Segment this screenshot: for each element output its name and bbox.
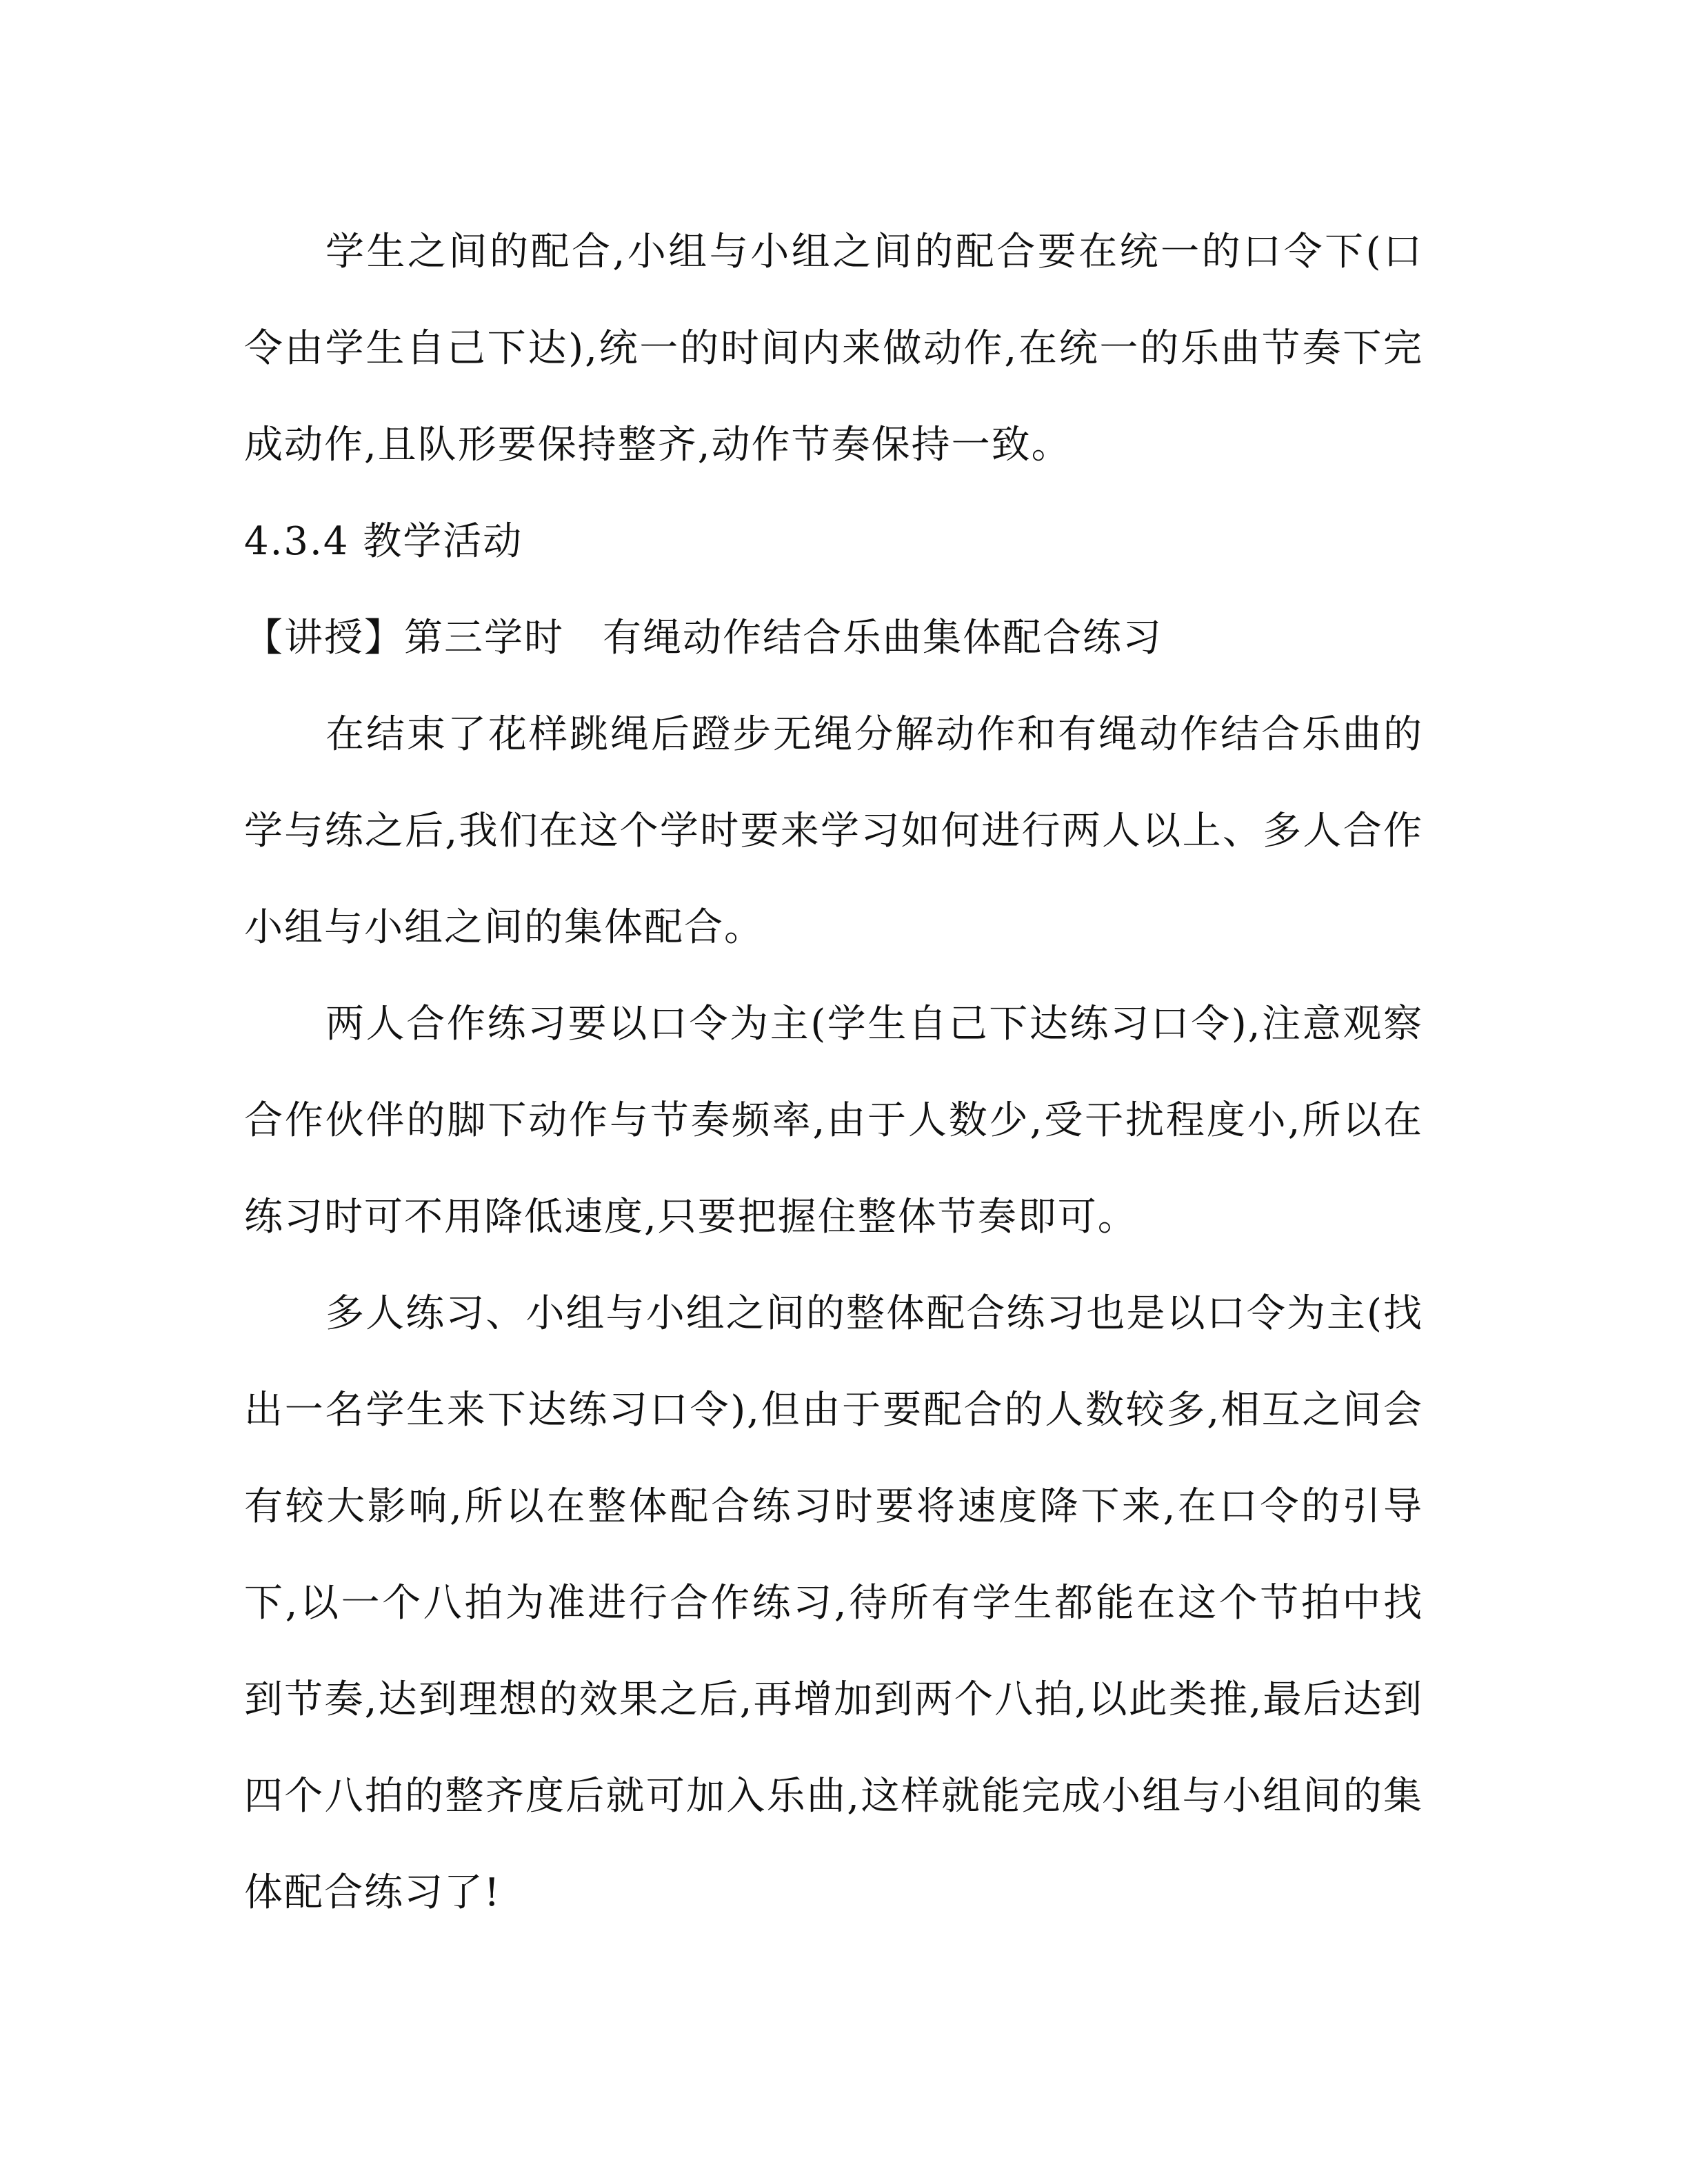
paragraph-intro: 在结束了花样跳绳后蹬步无绳分解动作和有绳动作结合乐曲的学与练之后,我们在这个学时要来学习如何进行两人以上、多人合作小组与小组之间的集体配合。 bbox=[244, 712, 1423, 950]
lecture-title: 有绳动作结合乐曲集体配合练习 bbox=[603, 616, 1163, 660]
paragraph-group-practice: 多人练习、小组与小组之间的整体配合练习也是以口令为主(找出一名学生来下达练习口令),但由于要配合的人数较多,相互之间会有较大影响,所以在整体配合练习时要将速度降下来,在口令的引导下,以一个八拍为准进行合作练习,待所有学生都能在这个节拍中找到节奏,达到理想的效果之后,再增加到两个八拍,以此类推,最后达到四个八拍的整齐度后就可加入乐曲,这样就能完成小组与小组间的集体配合练习了! bbox=[244, 1291, 1423, 1915]
paragraph-pair-practice: 两人合作练习要以口令为主(学生自己下达练习口令),注意观察合作伙伴的脚下动作与节奏频率,由于人数少,受干扰程度小,所以在练习时可不用降低速度,只要把握住整体节奏即可。 bbox=[244, 1002, 1423, 1240]
lecture-heading bbox=[244, 590, 1423, 687]
lecture-tag: 【讲授】第三学时 bbox=[244, 616, 564, 660]
paragraph-coordination: 学生之间的配合,小组与小组之间的配合要在统一的口令下(口令由学生自己下达),统一的时间内来做动作,在统一的乐曲节奏下完成动作,且队形要保持整齐,动作节奏保持一致。 bbox=[244, 230, 1423, 467]
document-body bbox=[244, 204, 1423, 1941]
section-heading: 4.3.4 教学活动 bbox=[244, 519, 523, 564]
